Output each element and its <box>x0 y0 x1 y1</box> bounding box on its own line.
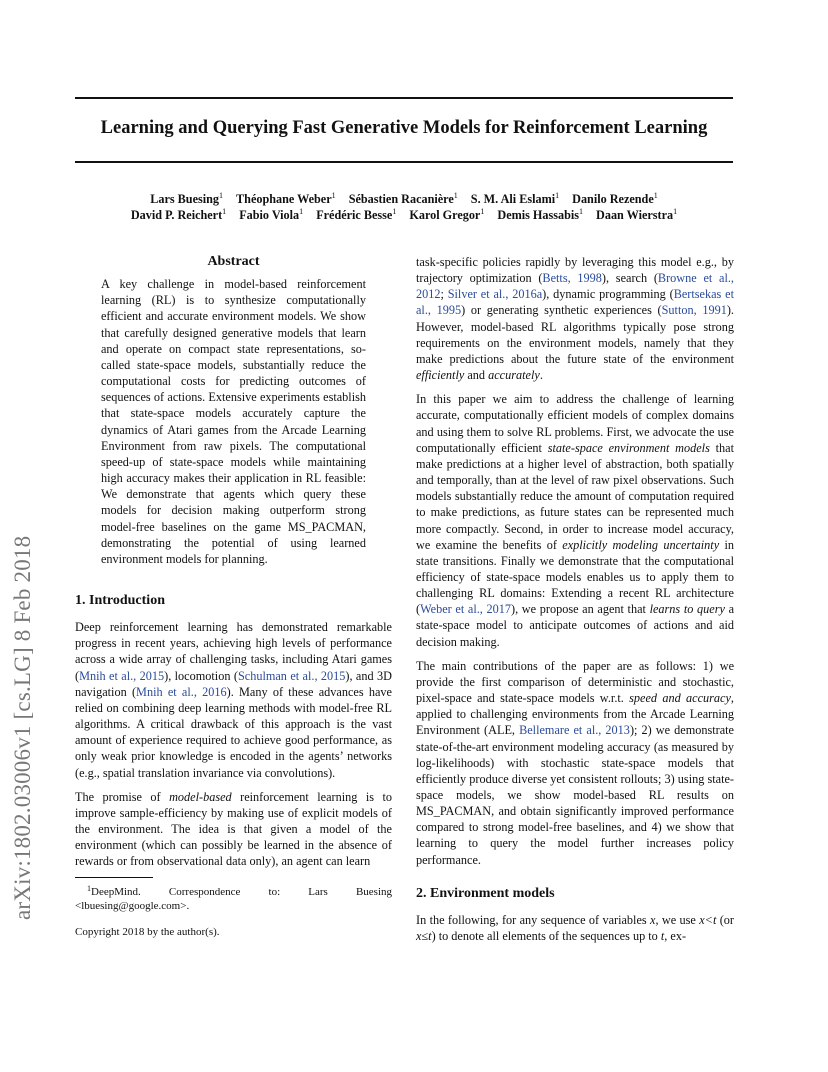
author: David P. Reichert$^1$ <box>130 207 227 222</box>
title-top-rule <box>75 97 733 99</box>
section-heading-environment-models: 2. Environment models <box>416 885 555 901</box>
paper-title: Learning and Querying Fast Generative Models for Reinforcement Learning <box>100 118 708 138</box>
citation-link[interactable]: Bellemare et al., 2013 <box>519 723 630 738</box>
env-paragraph-1: In the following, for any sequence of variables x, we use x<t (or x≤t) to denote all elements of the sequences up to t, ex- <box>416 912 734 944</box>
author: Demis Hassabis$^1$ <box>497 207 583 222</box>
citation-link[interactable]: Sutton, 1991 <box>661 303 727 318</box>
right-paragraph-3: The main contributions of the paper are as follows: 1) we provide the first comparison of deterministic and stochastic, pixel-space and state-space models w.r.t. speed and accuracy, applied to challenging environments from the Arcade Learning Environment (ALE, Bellemare et al., 2013); 2) we demonstrate state-of-the-art environment modeling accuracy (as measured by log-likelihoods) with stochastic state-space models that efficiently produce diverse yet consistent rollouts; 3) using state-space models, we show model-based RL results on MS_PACMAN, and obtain significantly improved performance compared to strong model-free baselines, and 4) we show that learning to query the model further increases policy performance. <box>416 658 734 867</box>
citation-link[interactable]: Silver et al., 2016a <box>447 287 543 302</box>
abstract-text: A key challenge in model-based reinforcement learning (RL) is to synthesize computationally efficient and accurate environment models. We show that carefully designed generative models that learn and operate on compact state representations, so-called state-space models, substantially reduce the computational costs for predicting outcomes of sequences of actions. Extensive experiments establish that state-space models accurately capture the dynamics of Atari games from the Arcade Learning Environment from raw pixels. The computational speed-up of state-space models while maintaining high accuracy makes their application in RL feasible: We demonstrate that agents which query these models for decision making outperform strong model-free baselines on the game MS_PACMAN, demonstrating the potential of using learned environment models for planning. <box>101 277 366 566</box>
right-column <box>416 254 734 944</box>
author: Daan Wierstra$^1$ <box>596 207 678 222</box>
intro-paragraph-2: The promise of model-based reinforcement learning is to improve sample-efficiency by making use of explicit models of the environment. The idea is that given a model of the environment (which can possibly be learned in the absence of rewards or from observational data only), an agent can learn <box>75 789 392 869</box>
citation-link[interactable]: Bertsekas et al., 1995 <box>416 287 734 318</box>
citation-link[interactable]: Browne et al., 2012 <box>416 271 734 302</box>
author: Fabio Viola$^1$ <box>239 207 304 222</box>
arxiv-stamp: arXiv:1802.03006v1 [cs.LG] 8 Feb 2018 <box>10 535 35 920</box>
authors-line-2 <box>60 207 748 223</box>
title-bottom-rule <box>75 161 733 163</box>
citation-link[interactable]: Mnih et al., 2016 <box>136 684 227 699</box>
authors-line-1 <box>60 191 748 207</box>
intro-paragraph-1: Deep reinforcement learning has demonstrated remarkable progress in recent years, achieving high levels of performance across a wide array of challenging tasks, including Atari games (Mnih et al., 2015), locomotion (Schulman et al., 2015), and 3D navigation (Mnih et al., 2016). Many of these advances have relied on combining deep learning methods with model-free RL algorithms. A critical drawback of this approach is the vast amount of experience required to achieve good performance, as only weak prior knowledge is encoded in the agents’ networks (e.g., spatial translation invariance via convolutions). <box>75 620 392 780</box>
author: Théophane Weber$^1$ <box>236 191 336 206</box>
footnote-rule <box>75 877 153 878</box>
right-paragraph-1: task-specific policies rapidly by leveraging this model e.g., by trajectory optimization (Betts, 1998), search (Browne et al., 2012; Silver et al., 2016a), dynamic programming (Bertsekas et al., 1995) or generating synthetic experiences (Sutton, 1991). However, model-based RL algorithms typically pose strong requirements on the environment models, namely that they make predictions about the future state of the environment efficiently and accurately. <box>416 255 734 383</box>
copyright-notice: Copyright 2018 by the author(s). <box>75 926 220 939</box>
right-paragraph-2: In this paper we aim to address the challenge of learning accurate, computationally efficient models of complex domains and using them to solve RL problems. First, we advocate the use computationally efficient state-space environment models that make predictions at a higher level of abstraction, both spatially and temporally, than at the level of raw pixel observations. Such models substantially reduce the amount of computation required to make predictions, as future states can be represented much more compactly. Second, in order to increase model accuracy, we examine the benefits of explicitly modeling uncertainty in state transitions. Finally we demonstrate that the computational efficiency of state-space models enables us to apply them to challenging RL domains: Extending a recent RL architecture (Weber et al., 2017), we propose an agent that learns to query a state-space model to anticipate outcomes of actions and aid decision making. <box>416 392 735 649</box>
citation-link[interactable]: Weber et al., 2017 <box>420 602 512 617</box>
citation-link[interactable]: Betts, 1998 <box>542 271 602 286</box>
author: Lars Buesing$^1$ <box>150 191 223 206</box>
author: Danilo Rezende$^1$ <box>572 191 658 206</box>
section-heading-introduction: 1. Introduction <box>75 592 165 608</box>
abstract-heading: Abstract <box>207 254 260 269</box>
author: Frédéric Besse$^1$ <box>316 207 397 222</box>
author: Karol Gregor$^1$ <box>409 207 485 222</box>
author: S. M. Ali Eslami$^1$ <box>470 191 560 206</box>
author: Sébastien Racanière$^1$ <box>348 191 458 206</box>
citation-link[interactable]: Schulman et al., 2015 <box>237 668 346 683</box>
left-column <box>75 254 392 939</box>
citation-link[interactable]: Mnih et al., 2015 <box>79 668 165 683</box>
footnote: $^1$DeepMind. Correspondence to: Lars Buesing <lbuesing@google.com>. <box>75 884 392 913</box>
